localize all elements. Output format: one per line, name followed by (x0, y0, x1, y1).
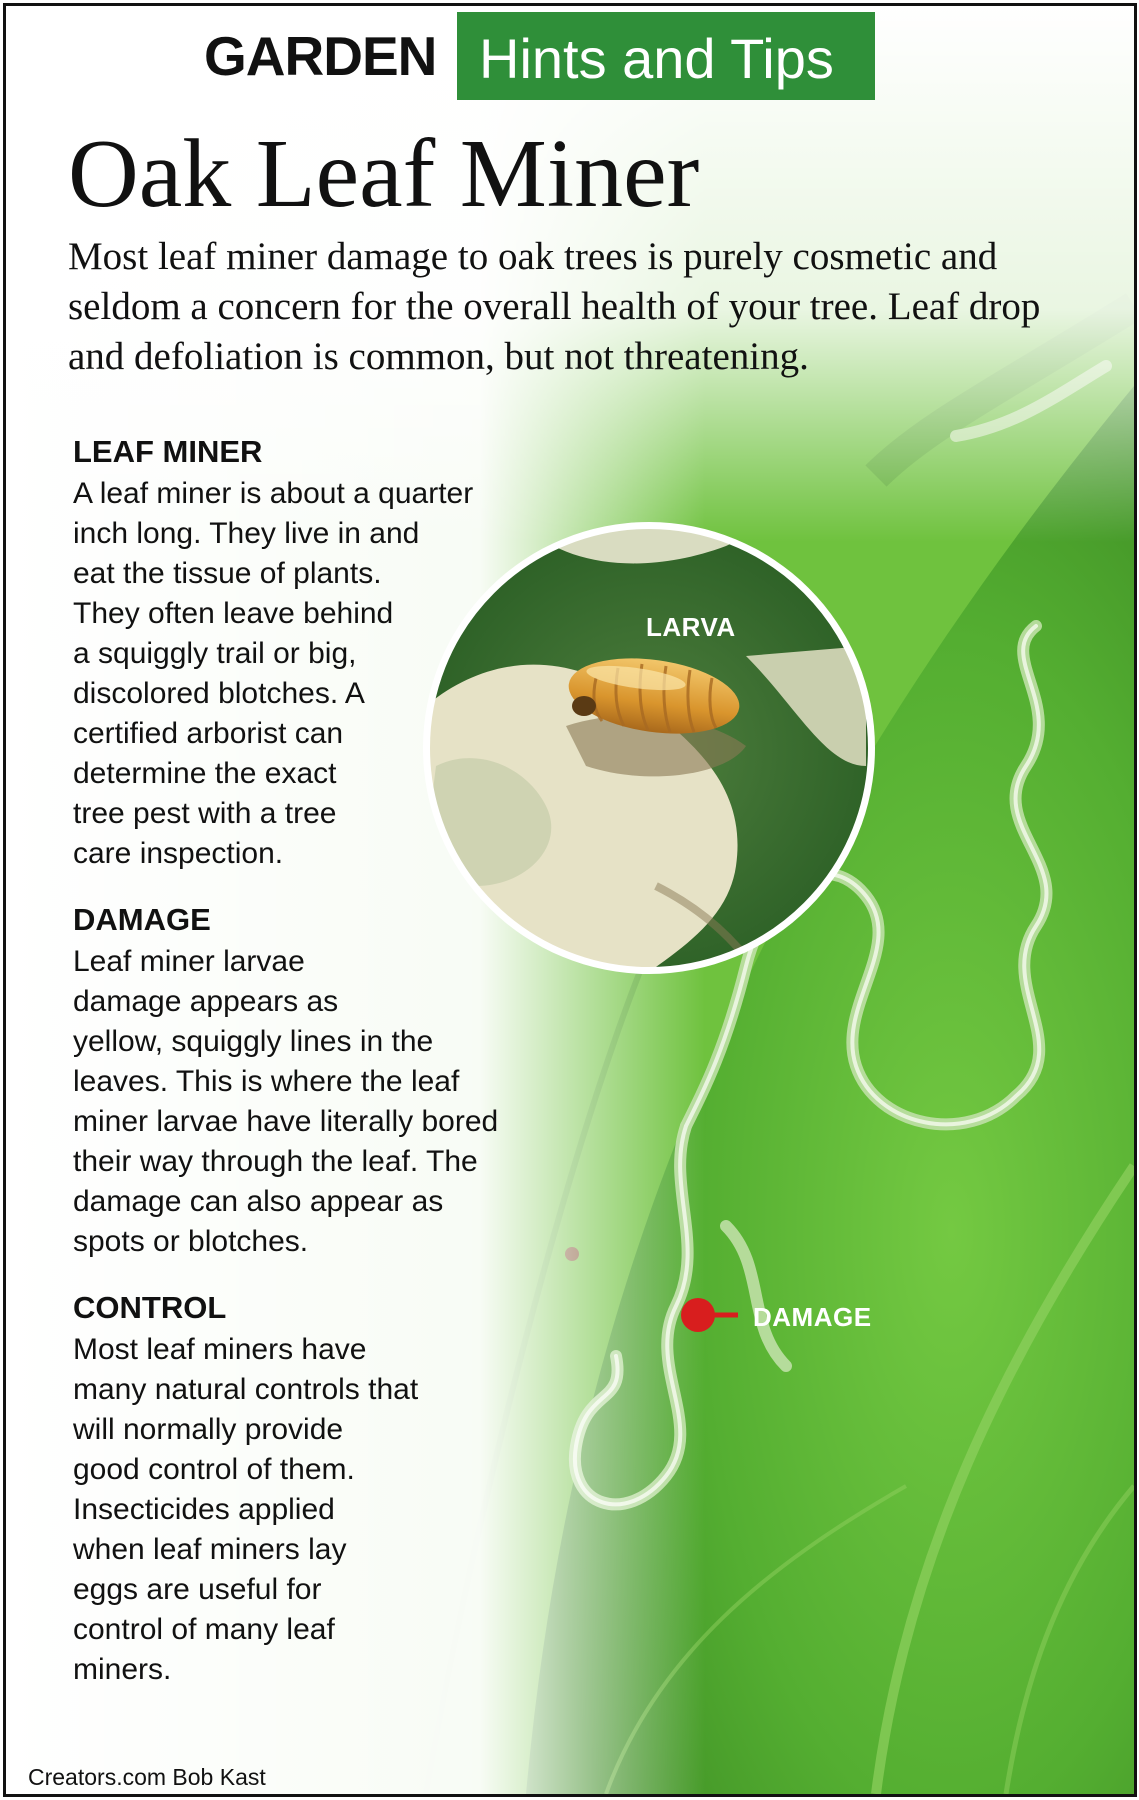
larva-label: LARVA (646, 612, 736, 642)
section-heading-leaf-miner: LEAF MINER (73, 434, 263, 469)
credit-line: Creators.com Bob Kast (28, 1764, 266, 1790)
header (6, 6, 1134, 106)
section-body-leaf-miner: A leaf miner is about a quarter inch long. They live in and eat the tissue of plants. They often leave behind a squiggly trail or big, discolored blotches. A certified arborist can determine the exact tree pest with a tree care inspection. (73, 477, 474, 870)
intro-text: Most leaf miner damage to oak trees is purely cosmetic and seldom a concern for the overall health of your tree. Leaf drop and defoliation is common, but not threatening. (68, 235, 1041, 378)
tips-label: Hints and Tips (479, 27, 834, 90)
section-body-control: Most leaf miners have many natural controls that will normally provide good control of them. Insecticides applied when leaf miners lay eggs are useful for control of many leaf miners. (73, 1333, 419, 1686)
section-body-damage: Leaf miner larvae damage appears as yellow, squiggly lines in the leaves. This is where the leaf miner larvae have literally bored their way through the leaf. The damage can also appear as spots or blotches. (73, 945, 499, 1258)
damage-label: DAMAGE (753, 1302, 872, 1332)
section-heading-control: CONTROL (73, 1290, 227, 1325)
section-heading-damage: DAMAGE (73, 902, 211, 937)
infographic-frame (3, 3, 1137, 1797)
page-title: Oak Leaf Miner (68, 120, 700, 228)
garden-label: GARDEN (204, 25, 437, 87)
